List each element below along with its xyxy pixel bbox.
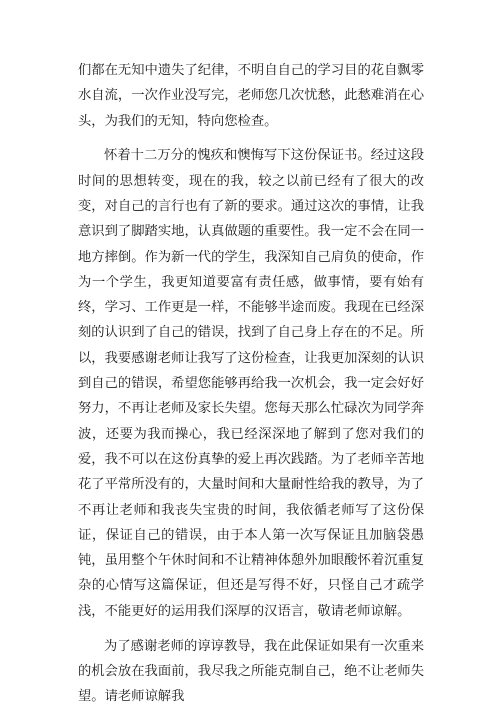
paragraph-1: 们都在无知中遗失了纪律，不明自自己的学习目的花自飘零水自流，一次作业没写完，老师您几次忧愁，此愁难消在心头，为我们的无知，特向您检查。	[78, 63, 424, 129]
paragraph-3: 为了感谢老师的谆谆教导，我在此保证如果有一次重来的机会放在我面前，我尽我之所能克制自己，绝不让老师失望。请老师谅解我	[78, 638, 424, 705]
paragraph-2: 怀着十二万分的愧疚和懊悔写下这份保证书。经过这段时间的思想转变，现在的我，较之以前已经有了很大的改变，对自己的言行也有了新的要求。通过这次的事情，让我意识到了脚踏实地，认真做题的重要性。我一定不会在同一地方摔倒。作为新一代的学生，我深知自己肩负的使命，作为一个学生，我更知道要富有责任感，做事情，要有始有终，学习、工作更是一样，不能够半途而废。我现在已经深刻的认识到了自己的错误，找到了自己身上存在的不足。所以，我要感谢老师让我写了这份检查，让我更加深刻的认识到自己的错误，希望您能够再给我一次机会，我一定会好好努力，不再让老师及家长失望。您每天那么忙碌次为同学奔波，还要为我而操心，我已经深深地了解到了您对我们的爱，我不可以在这份真挚的爱上再次践踏。为了老师辛苦地花了平常所没有的，大量时间和大量耐性给我的教导，为了不再让老师和我丧失宝贵的时间，我依循老师写了这份保证，保证自己的错误，由于本人第一次写保证且加脑袋愚钝，虽用整个午休时间和不让精神体憩外加眼酸怀着沉重复杂的心情写这篇保证，但还是写得不好，只怪自己才疏学浅，不能更好的运用我们深厚的汉语言，敬请老师谅解。	[78, 148, 424, 619]
document-body	[78, 58, 424, 709]
